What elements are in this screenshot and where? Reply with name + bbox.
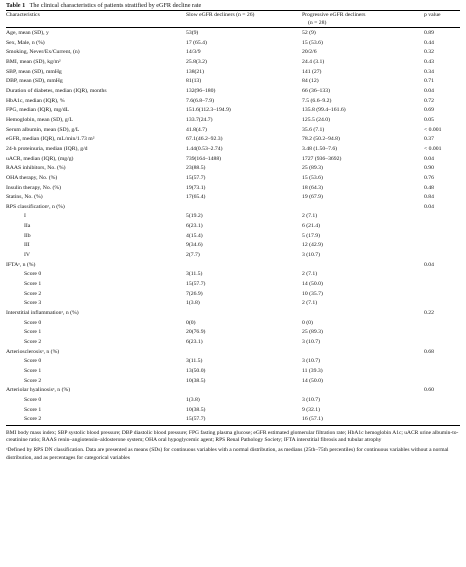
cell-slow: 10(38.5) [186,377,206,384]
row-label: Arteriosclerosisᵃ, n (%) [6,348,60,355]
cell-slow: 13(50.0) [186,367,206,374]
cell-p-value: 0.90 [424,165,434,172]
cell-progressive [302,386,424,396]
row-label: Duration of diabetes, median (IQR), months [6,87,107,94]
cell-slow: 739(164–1488) [186,155,222,162]
table-row [6,299,460,309]
cell-slow: 67.1(46.2–92.3) [186,136,223,143]
row-label: IIb [24,232,31,239]
cell-slow: 7.6(6.8–7.9) [186,97,214,104]
cell-p-value: 0.69 [424,107,434,114]
table-row [6,232,460,242]
row-label: Score 2 [24,377,42,384]
table-row [6,386,460,396]
table-row [6,357,460,367]
row-label: I [24,213,26,220]
cell-progressive [302,348,424,358]
table-row [6,87,460,97]
row-label: FPG, median (IQR), mg/dL [6,107,70,114]
row-label: Score 1 [24,367,42,374]
row-label: DBP, mean (SD), mmHg [6,78,63,85]
cell-slow: 6(23.1) [186,339,203,345]
table-row [6,77,460,87]
cell-slow: 17 (65.4) [186,39,207,46]
cell-progressive: 3.48 (1.50–7.6) [302,145,338,152]
cell-progressive [302,203,424,213]
cell-progressive: 14 (50.0) [302,281,323,288]
footnote-a: ᵃDefined by RPS DN classification. Data are presented as means (SDs) for continuous variables with a normal distribution, as medians (25th–75th percentiles) for continuous variables without a normal distribution, and as percentages for categorical variables [6,447,449,461]
cell-p-value: < 0.001 [424,126,442,133]
row-label: IFTAᵃ, n (%) [6,261,36,268]
cell-progressive: 135.8 (99.4–161.6) [302,107,346,114]
cell-p-value [424,415,460,425]
cell-p-value: 0.71 [424,78,434,85]
table-row [6,309,460,319]
cell-p-value [424,290,460,300]
table-row [6,203,460,213]
table-body [6,28,460,426]
cell-slow: 138(21) [186,68,205,75]
row-label: Score 2 [24,339,42,345]
cell-progressive: 3 (10.7) [302,358,321,365]
cell-progressive [302,261,424,271]
row-label: IIa [24,223,31,230]
cell-slow: 9(34.6) [186,242,203,249]
cell-p-value [424,319,460,329]
table-row [6,406,460,416]
table-row [6,28,460,39]
cell-progressive: 3 (10.7) [302,339,321,345]
cell-progressive: 1727 (936–3692) [302,155,342,162]
header-slow-decliners: Slow eGFR decliners (n = 26) [186,12,255,18]
cell-slow: 4(15.4) [186,232,203,239]
cell-p-value [424,367,460,377]
cell-progressive: 20/2/6 [302,49,317,56]
cell-slow: 14/3/9 [186,49,201,56]
row-label: RAAS inhibitors, No. (%) [6,165,66,172]
table-row [6,58,460,68]
cell-progressive: 5 (17.9) [302,232,321,239]
row-label: 24-h proteinuria, median (IQR), g/d [6,145,88,152]
row-label: Score 2 [6,415,186,425]
cell-progressive: 0 (0) [302,319,313,326]
cell-slow: 1(3.8) [186,300,200,307]
table-row [6,174,460,184]
cell-slow: 81(13) [186,78,202,85]
table-row [6,280,460,290]
row-label: Score 2 [24,290,42,297]
cell-p-value: 0.22 [424,310,434,317]
cell-progressive: 16 (57.1) [302,415,424,425]
table-row [6,261,460,271]
cell-p-value: 0.68 [424,348,434,355]
cell-slow: 20(76.9) [186,329,206,336]
cell-slow: 15(57.7) [186,415,302,425]
table-title: The clinical characteristics of patients stratified by eGFR decline rate [29,2,202,9]
cell-progressive: 84 (12) [302,78,319,85]
table-row [6,241,460,251]
table-row [6,290,460,300]
cell-slow: 2(7.7) [186,252,200,259]
cell-progressive: 6 (21.4) [302,223,321,230]
table-row [6,396,460,406]
cell-slow: 53(9) [186,30,199,36]
row-label: Smoking, Never/Ex/Current, (n) [6,49,80,56]
table-row [6,97,460,107]
cell-progressive: 7.5 (6.6–9.2) [302,97,332,104]
cell-progressive: 125.5 (24.0) [302,116,330,123]
cell-progressive: 24.4 (3.1) [302,58,325,65]
cell-slow [186,386,302,396]
row-label: Score 1 [24,281,42,288]
cell-slow [186,348,302,358]
cell-slow: 3(11.5) [186,358,203,365]
cell-slow [186,261,302,271]
row-label: uACR, median (IQR), (mg/g) [6,155,74,162]
row-label: Score 0 [24,358,42,365]
cell-progressive: 9 (32.1) [302,406,321,413]
header-progressive-n: (n = 28) [302,20,424,28]
cell-p-value [424,251,460,261]
cell-slow: 3(11.5) [186,271,203,278]
table-row [6,155,460,165]
cell-progressive: 11 (39.3) [302,367,323,374]
table-row [6,126,460,136]
row-label: Score 1 [24,329,42,336]
cell-p-value [424,357,460,367]
cell-progressive: 15 (53.6) [302,39,323,46]
table-row [6,145,460,155]
table-row [6,338,460,348]
table-number: Table 1 [6,2,26,9]
table-row [6,39,460,49]
cell-progressive: 25 (89.3) [302,165,323,172]
table-row [6,367,460,377]
table-row [6,193,460,203]
cell-p-value: 0.84 [424,194,434,201]
cell-p-value [424,406,460,416]
cell-progressive: 25 (89.3) [302,329,323,336]
cell-slow: 0(0) [186,319,196,326]
row-label: Insulin therapy, No. (%) [6,184,62,191]
row-label: SBP, mean (SD), mmHg [6,68,62,75]
table-row [6,116,460,126]
cell-p-value [424,212,460,222]
row-label: eGFR, median (IQR), mL/min/1.73 m² [6,136,95,143]
row-label: OHA therapy, No. (%) [6,174,58,181]
header-characteristics: Characteristics [6,12,40,18]
table-row [6,68,460,78]
cell-progressive: 2 (7.1) [302,300,318,307]
header-progressive-decliners: Progressive eGFR decliners [302,12,366,18]
cell-p-value: 0.05 [424,116,434,123]
cell-p-value [424,396,460,406]
cell-slow: 6(23.1) [186,223,203,230]
cell-slow: 25.8(3.2) [186,58,207,65]
cell-p-value: 0.72 [424,97,434,104]
table-row [6,328,460,338]
cell-p-value: 0.04 [424,155,434,162]
cell-p-value [424,328,460,338]
table-row [6,135,460,145]
table-row [6,270,460,280]
row-label: Arteriolar hyalinosisᵃ, n (%) [6,387,71,394]
row-label: Hemoglobin, mean (SD), g/L [6,116,73,123]
table-row [6,212,460,222]
cell-slow [186,203,302,213]
row-label: Score 0 [24,319,42,326]
cell-progressive: 15 (53.6) [302,174,323,181]
table-footnotes [6,430,460,462]
table-row [6,222,460,232]
row-label: Score 0 [24,271,42,278]
cell-p-value: 0.37 [424,136,434,143]
cell-slow: 1(3.8) [186,396,200,403]
row-label: Serum albumin, mean (SD), g/L [6,126,80,133]
cell-slow [186,309,302,319]
cell-p-value [424,280,460,290]
cell-slow: 1.44(0.53–2.74) [186,145,223,152]
table-row [6,106,460,116]
row-label: HbA1c, median (IQR), % [6,97,65,104]
row-label: Statins, No. (%) [6,194,43,201]
cell-slow: 151.6(112.3–194.9) [186,107,231,114]
cell-p-value [424,222,460,232]
row-label: III [24,242,30,249]
cell-slow: 15(57.7) [186,281,206,288]
table-row [6,164,460,174]
cell-slow: 15(57.7) [186,174,206,181]
cell-progressive: 12 (42.9) [302,242,323,249]
characteristics-table [6,10,460,426]
cell-p-value: 0.60 [424,387,434,394]
footnote-abbreviations: BMI body mass index; SBP systolic blood pressure; DBP diastolic blood pressure; FPG fasting plasma glucose; eGFR estimated glomerular filtration rate; HbA1c hemoglobin A1c; uACR urine albumin-to-creatinine ratio; RAAS renin–angiotensin–aldosterone system; OHA oral hypoglycemic agent; RPS Renal Pathology Society; IFTA interstitial fibrosis and tubular atrophy [6,429,459,444]
table-row [6,415,460,425]
cell-p-value: 0.04 [424,261,434,268]
cell-p-value [424,338,460,348]
cell-p-value: 0.32 [424,49,434,56]
cell-slow: 41.8(4.7) [186,126,207,133]
cell-p-value: 0.04 [424,87,434,94]
cell-progressive: 10 (35.7) [302,290,323,297]
cell-slow: 7(26.9) [186,290,203,297]
cell-slow: 132(96–180) [186,87,216,94]
table-row [6,251,460,261]
table-row [6,319,460,329]
cell-progressive: 141 (27) [302,68,322,75]
table-row [6,48,460,58]
table-caption [6,2,460,10]
header-p-value: p value [424,12,441,18]
row-label: Interstitial inflammationᵃ, n (%) [6,310,79,317]
row-label: BMI, mean (SD), kg/m² [6,58,61,65]
row-label: Sex, Male, n (%) [6,39,45,46]
table-row [6,184,460,194]
row-label: Score 1 [24,406,42,413]
cell-p-value: 0.43 [424,58,434,65]
cell-progressive: 3 (10.7) [302,396,321,403]
cell-p-value: 0.76 [424,174,434,181]
cell-slow: 19(73.1) [186,184,206,191]
row-label: RPS classificationᵃ, n (%) [6,203,65,210]
cell-slow: 133.7(24.7) [186,116,213,123]
cell-progressive: 52 (9) [302,30,316,36]
cell-progressive: 14 (50.0) [302,377,323,384]
cell-p-value: 0.89 [424,30,434,36]
table-row [6,377,460,387]
cell-progressive: 35.6 (7.1) [302,126,325,133]
cell-progressive: 66 (36–133) [302,87,330,94]
cell-p-value: 0.48 [424,184,434,191]
cell-progressive: 78.2 (50.2–94.8) [302,136,340,143]
cell-p-value: 0.44 [424,39,434,46]
cell-p-value: 0.04 [424,203,434,210]
cell-progressive: 18 (64.3) [302,184,323,191]
cell-p-value: 0.34 [424,68,434,75]
row-label: Score 3 [24,300,42,307]
cell-progressive: 2 (7.1) [302,213,318,220]
cell-progressive: 2 (7.1) [302,271,318,278]
cell-progressive [302,309,424,319]
table-row [6,348,460,358]
row-label: Score 0 [24,396,42,403]
cell-p-value: < 0.001 [424,145,442,152]
row-label: IV [24,252,31,259]
cell-slow: 23(88.5) [186,165,206,172]
cell-progressive: 19 (67.9) [302,194,323,201]
cell-p-value [424,270,460,280]
cell-p-value [424,299,460,309]
cell-progressive: 3 (10.7) [302,252,321,259]
row-label: Age, mean (SD), y [6,30,49,36]
cell-slow: 17(65.4) [186,194,206,201]
cell-slow: 5(19.2) [186,213,203,220]
cell-slow: 10(38.5) [186,406,206,413]
cell-p-value [424,241,460,251]
cell-p-value [424,232,460,242]
cell-p-value [424,377,460,387]
